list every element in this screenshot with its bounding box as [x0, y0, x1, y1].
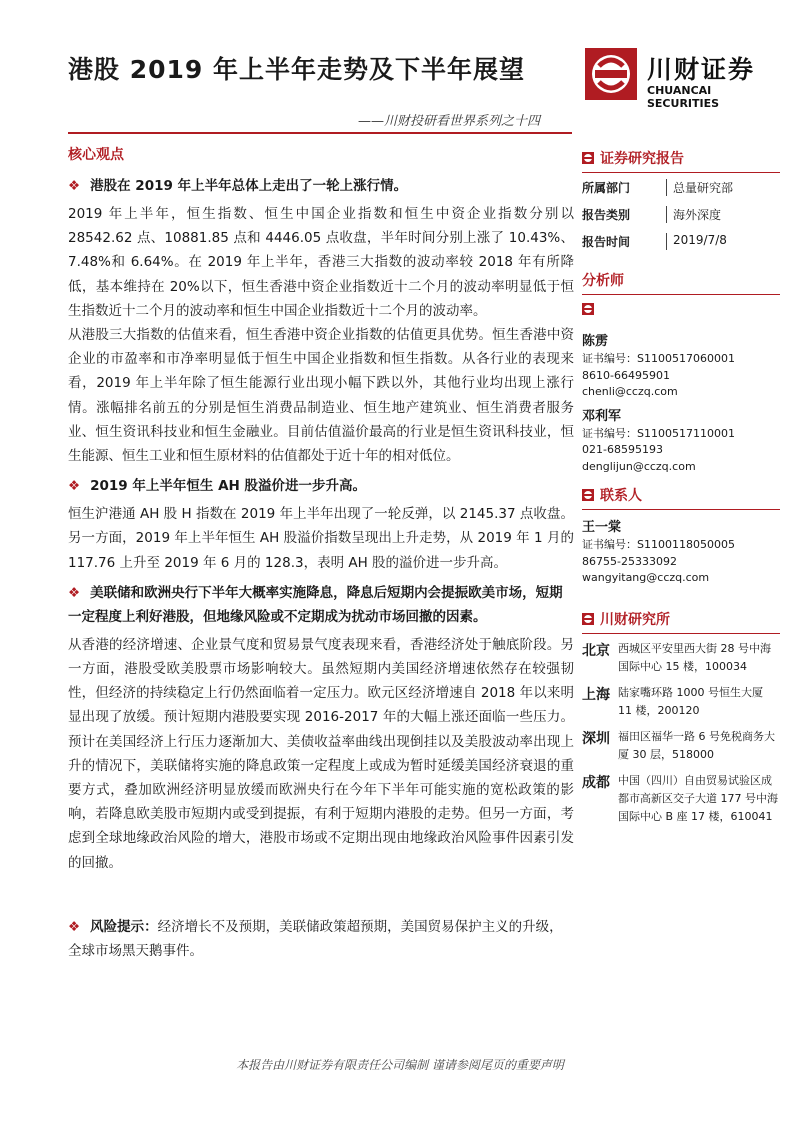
diamond-bullet-icon: ❖ [68, 918, 81, 935]
title-divider [68, 132, 572, 134]
risk-text: 经济增长不及预期，美联储政策超预期，美国贸易保护主义的升级，全球市场黑天鹅事件。 [68, 918, 563, 960]
divider [582, 633, 780, 634]
diamond-bullet-icon: ❖ [68, 178, 81, 194]
logo-small-icon [582, 303, 594, 315]
email-link[interactable]: chenli@cczq.com [582, 385, 678, 398]
institute-heading: 川财研究所 [582, 609, 780, 629]
report-title: 港股 2019 年上半年走势及下半年展望 [68, 55, 525, 84]
section-heading-3: ❖ 美联储和欧洲央行下半年大概率实施降息，降息后短期内会提振欧美市场，短期一定程度上利好港股，但地缘风险或不定期成为扰动市场回撤的因素。 [68, 584, 563, 625]
diamond-bullet-icon: ❖ [68, 584, 81, 601]
risk-warning [68, 915, 574, 964]
page-footer: 本报告由川财证券有限责任公司编制 谨请参阅尾页的重要声明 [236, 1058, 564, 1072]
office-address: 深圳 福田区福华一路 6 号免税商务大厦 30 层，518000 [582, 729, 775, 761]
section-paragraph: 从港股三大指数的估值来看，恒生香港中资企业指数的估值更具优势。恒生香港中资企业的市盈率和市净率明显低于恒生中国企业指数和恒生指数。从各行业的表现来看，2019 年上半年除了恒生能源行业出现小幅下跌以外，其他行业均出现上涨行情。涨幅排名前五的分别是恒生消费品制造业、恒生地产建筑业、恒生消费者服务业、恒生资讯科技业和恒生金融业。目前估值溢价最高的行业是恒生资讯科技业，恒生能源、恒生工业和恒生原材料的估值都处于近十年的相对低位。 [68, 327, 574, 465]
divider [582, 509, 780, 510]
section-heading-2: ❖ 2019 年上半年恒生 AH 股溢价进一步升高。 [68, 478, 367, 495]
analyst-card: 邓利军 证书编号：S1100517110001 021-68595193 denglijun@cczq.com [582, 405, 780, 476]
email-link[interactable]: denglijun@cczq.com [582, 459, 696, 473]
main-column [68, 140, 574, 964]
logo-small-icon [582, 489, 594, 501]
logo-mark-icon [585, 48, 637, 100]
section-paragraph: 从香港的经济增速、企业景气度和贸易景气度表现来看，香港经济处于触底阶段。另一方面，港股受欧美股票市场影响较大。虽然短期内美国经济增速依然存在较强韧性，但经济的持续稳定上行仍然面临着一定压力。欧元区经济增速自 2018 年以来明显出现了放缓。预计短期内港股要实现 2016-2017 年的大幅上涨还面临一些压力。预计在美国经济上行压力逐渐加大、美债收益率曲线出现倒挂以及美股波动率出现上升的情况下，美联储将实施的降息政策一定程度上或成为暂时延缓美国经济衰退的重要方式，叠加欧洲经济明显放缓而欧洲央行在今年下半年可能实施的宽松政策的影响，若降息欧美股市短期内或受到提振，有利于短期内港股的走势。但另一方面，考虑到全球地缘政治风险的增大，港股市场或不定期出现由地缘政治风险事件因素引发的回撤。 [68, 636, 574, 871]
section-paragraph: 2019 年上半年，恒生指数、恒生中国企业指数和恒生中资企业指数分别以 28542.62 点、10881.85 点和 4446.05 点收盘，半年时间分别上涨了 10.43%、7.48%和 6.64%。在 2019 年上半年，香港三大指数的波动率较 2018 年有所降低，基本维持在 20%以下，恒生香港中资企业指数近十二个月的波动率明显低于恒生指数近十二个月的波动率和恒生中国企业指数近十二个月的波动率。 [68, 206, 574, 319]
meta-row: 报告时间 2019/7/8 [582, 233, 727, 249]
sidebar [582, 148, 780, 834]
divider [582, 294, 780, 295]
email-link[interactable]: wangyitang@cczq.com [582, 571, 710, 584]
logo-small-icon [582, 613, 594, 625]
logo-name-en: CHUANCAI SECURITIES [647, 84, 720, 110]
risk-label: 风险提示： [90, 918, 158, 935]
logo-name-cn: 川财证券 [647, 55, 756, 84]
logo-small-icon [582, 152, 594, 164]
meta-row: 所属部门 总量研究部 [582, 181, 734, 195]
analyst-card: 陈雳 证书编号：S1100517060001 8610-66495901 chenli@cczq.com [582, 330, 780, 401]
core-views-title: 核心观点 [68, 147, 124, 163]
office-address: 成都 中国（四川）自由贸易试验区成都市高新区交子大道 177 号中海国际中心 B 座 17 楼，610041 [582, 773, 778, 823]
company-logo [585, 44, 775, 110]
section-paragraph: 恒生沪港通 AH 股 H 指数在 2019 年上半年出现了一轮反弹，以 2145.37 点收盘。另一方面，2019 年上半年恒生 AH 股溢价指数呈现出上升走势，从 2019 年 1 月的 117.76 上升至 2019 年 6 月的 128.3，表明 AH 股的溢价进一步升高。 [68, 506, 574, 571]
divider [582, 172, 780, 173]
report-subtitle: ——川财投研看世界系列之十四 [358, 114, 541, 129]
analyst-heading: 分析师 [582, 273, 624, 289]
section-heading-1: ❖ 港股在 2019 年上半年总体上走出了一轮上涨行情。 [68, 178, 408, 194]
meta-row: 报告类别 海外深度 [582, 208, 722, 222]
report-info-heading: 证券研究报告 [582, 148, 780, 168]
office-address: 北京 西城区平安里西大街 28 号中海国际中心 15 楼，100034 [582, 641, 771, 673]
contact-card: 王一棠 证书编号：S1100118050005 86755-25333092 wangyitang@cczq.com [582, 516, 780, 587]
diamond-bullet-icon: ❖ [68, 478, 81, 495]
office-address: 上海 陆家嘴环路 1000 号恒生大厦 11 楼，200120 [582, 685, 763, 717]
contact-heading: 联系人 [582, 485, 780, 505]
